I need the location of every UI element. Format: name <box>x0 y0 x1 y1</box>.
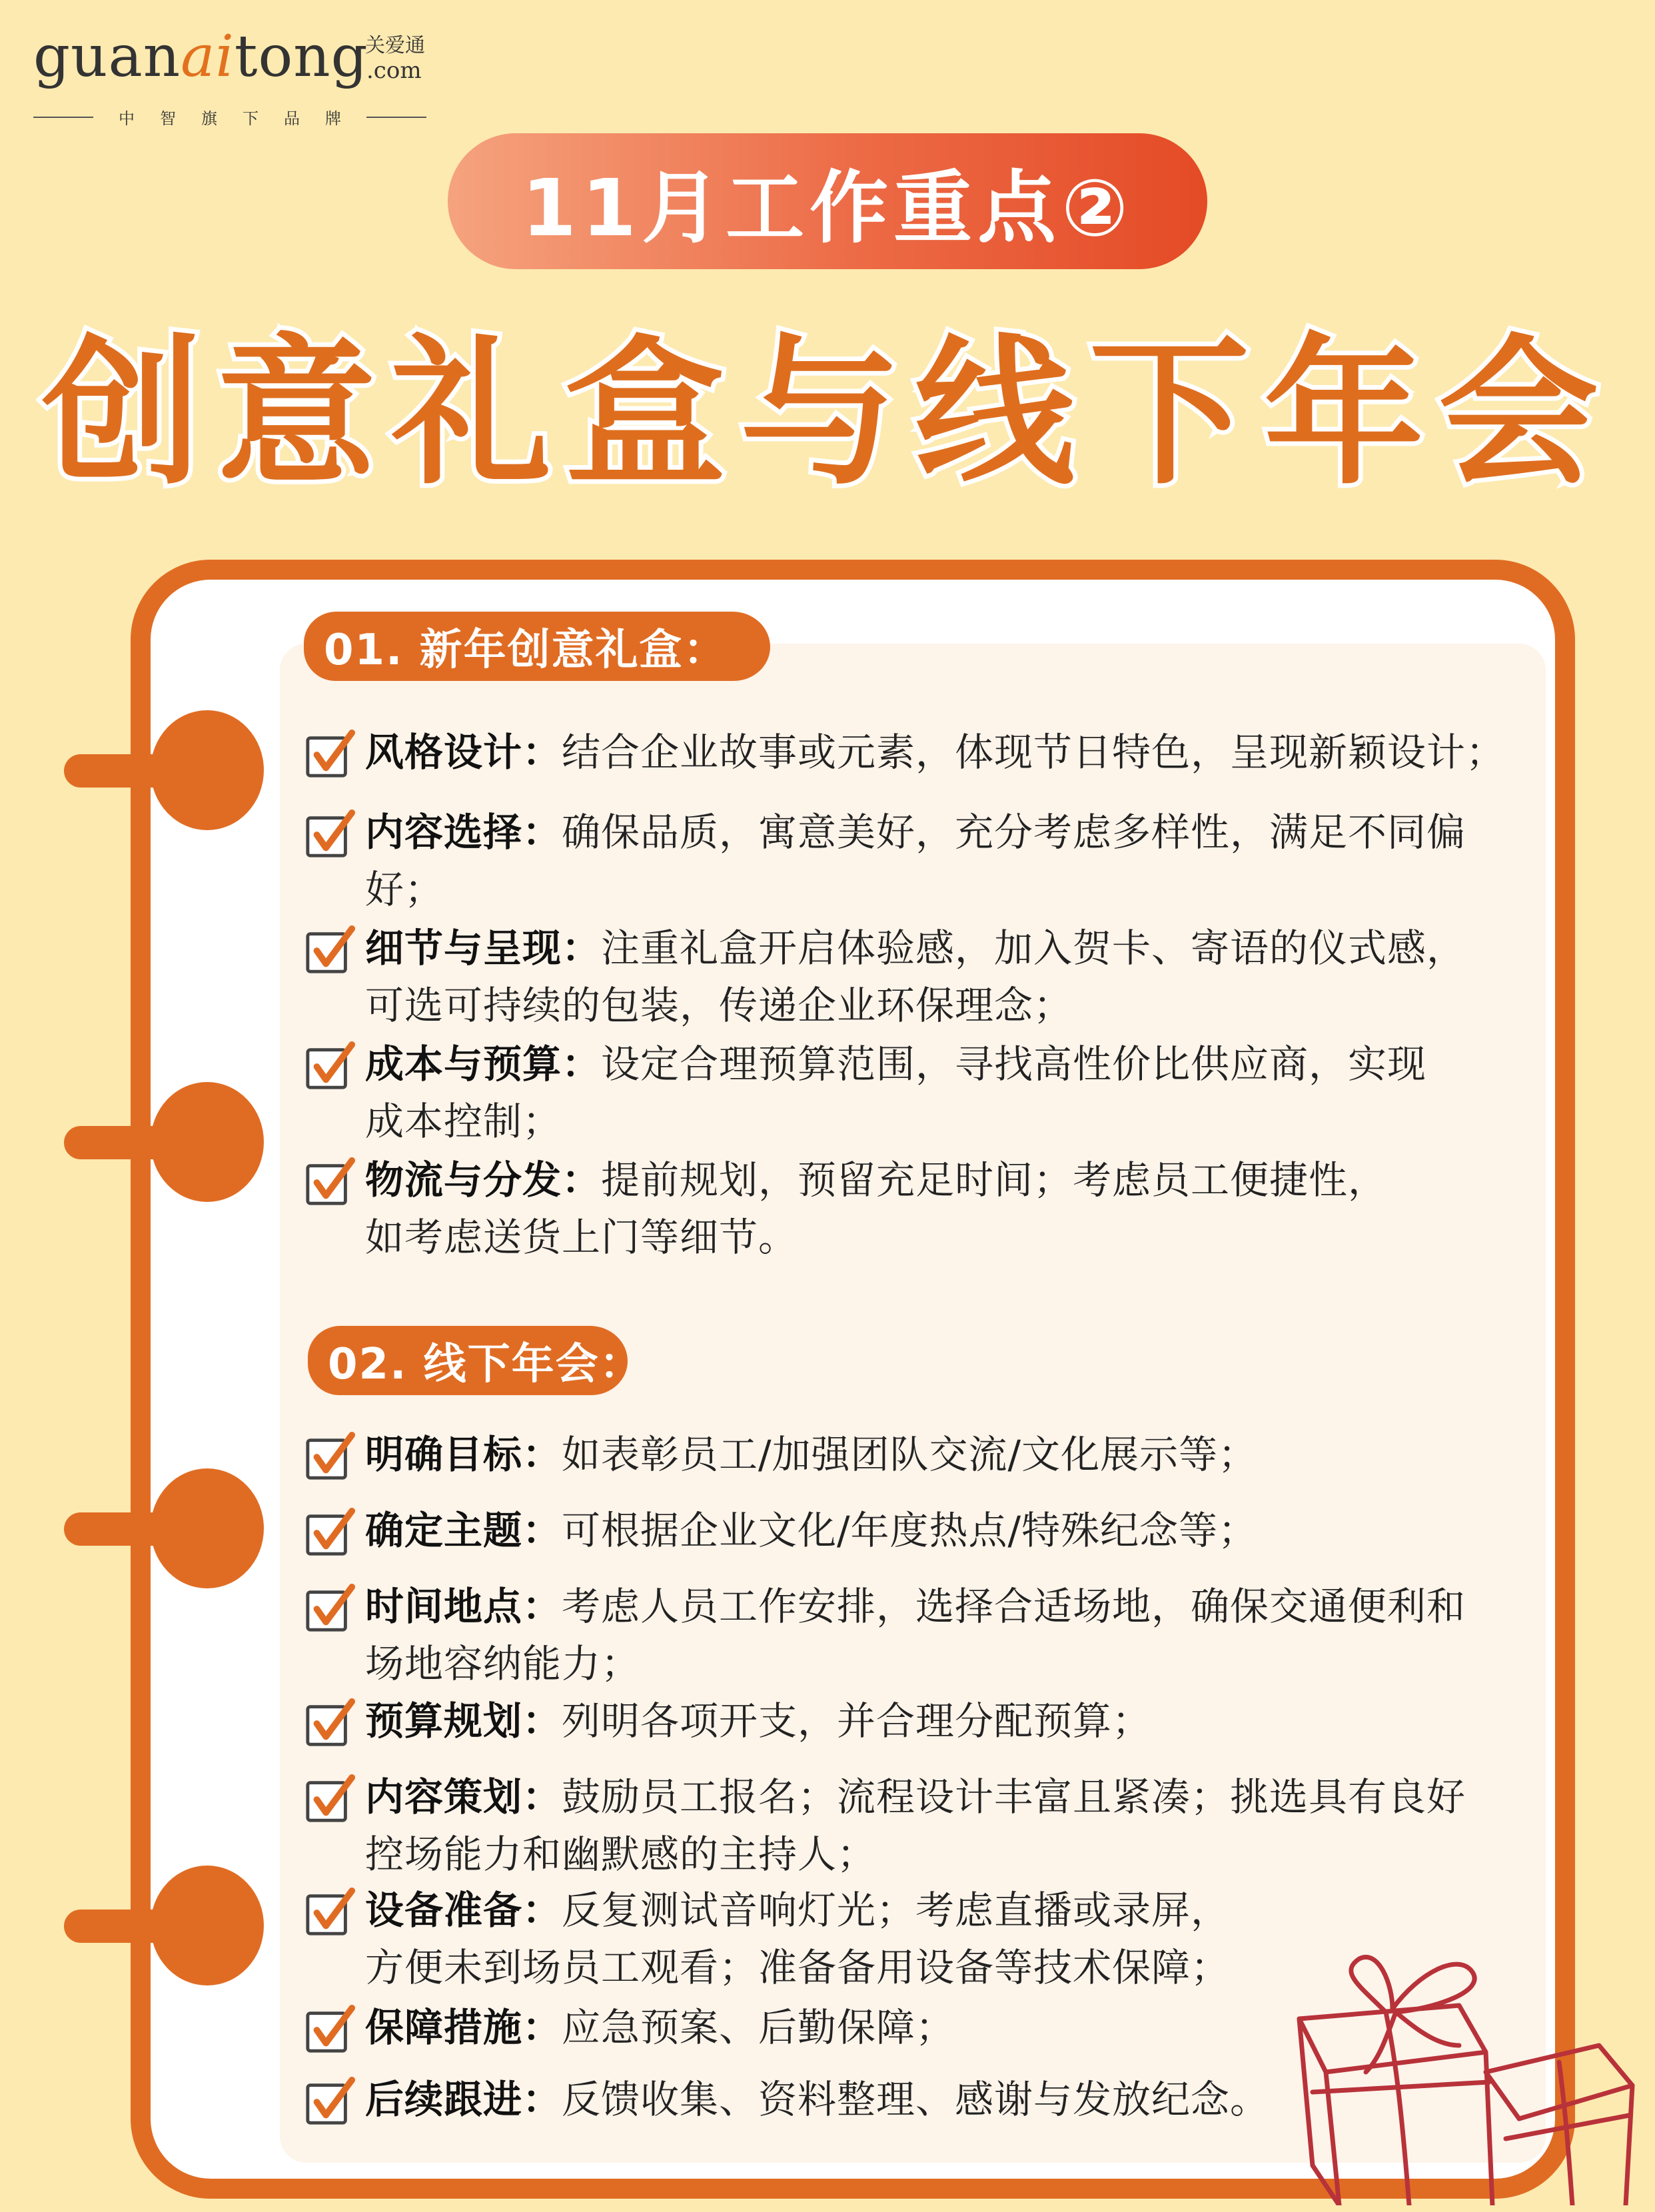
checklist-item-label: 内容选择： <box>365 810 562 855</box>
section-tag-text: 02. 线下年会： <box>328 1340 644 1389</box>
checklist-item-line: 提前规划，预留充足时间；考虑员工便捷性， <box>601 1157 1388 1203</box>
checklist-item-label: 确定主题： <box>365 1508 562 1553</box>
checklist-item-text <box>365 1151 1564 1266</box>
title-pill <box>448 133 1207 269</box>
checklist-item-line: 方便未到场员工观看；准备备用设备等技术保障； <box>365 1945 1231 1990</box>
logo-brand-line <box>33 105 426 129</box>
checklist-item-line: 注重礼盒开启体验感，加入贺卡、寄语的仪式感， <box>601 925 1466 971</box>
checklist-item-text <box>365 1502 1564 1559</box>
checklist-item-label: 保障措施： <box>365 2005 562 2050</box>
checkbox-checked-icon <box>304 1041 356 1093</box>
checklist-item-text <box>365 1426 1564 1483</box>
section-tag-text: 01. 新年创意礼盒： <box>324 626 728 675</box>
checklist-item-line: 列明各项开支，并合理分配预算； <box>562 1698 1152 1744</box>
checkbox-checked-icon <box>304 729 356 781</box>
page-headline: 创意礼盒与线下年会 <box>41 320 1613 506</box>
checklist-item-label: 细节与呈现： <box>365 925 602 971</box>
checkbox-checked-icon <box>304 2004 356 2056</box>
checklist-item-text <box>365 804 1564 918</box>
checkbox-checked-icon <box>304 1431 356 1483</box>
checkbox-checked-icon <box>304 1887 356 1939</box>
checklist-item-label: 内容策划： <box>365 1774 562 1820</box>
checklist-item-text <box>365 724 1564 781</box>
checkbox-checked-icon <box>304 1583 356 1635</box>
checklist-item-label: 后续跟进： <box>365 2077 562 2122</box>
checkbox-checked-icon <box>304 1157 356 1209</box>
section-tag-gift-box <box>304 612 770 681</box>
brand-logo <box>33 20 433 128</box>
checklist-item-line: 好； <box>365 867 444 912</box>
checklist-item-line: 设定合理预算范围，寻找高性价比供应商，实现 <box>601 1041 1427 1087</box>
gift-box-illustration <box>1286 1945 1646 2205</box>
checklist-item-line: 鼓励员工报名；流程设计丰富且紧凑；挑选具有良好 <box>562 1774 1466 1820</box>
checkbox-checked-icon <box>304 809 356 861</box>
checklist-item-label: 物流与分发： <box>365 1157 602 1203</box>
title-pill-text: 11月工作重点② <box>521 162 1134 254</box>
checkbox-checked-icon <box>304 1698 356 1750</box>
checklist-item-line: 如考虑送货上门等细节。 <box>365 1215 798 1260</box>
binder-ring <box>64 710 264 830</box>
checklist-item-line: 控场能力和幽默感的主持人； <box>365 1832 877 1877</box>
checklist-item-line: 成本控制； <box>365 1099 562 1144</box>
checklist-item-line: 反馈收集、资料整理、感谢与发放纪念。 <box>562 2077 1270 2122</box>
checklist-item-text <box>365 1578 1564 1692</box>
logo-wordmark: guanaitong <box>33 23 368 90</box>
logo-chinese-name: 关爱通 <box>365 34 425 57</box>
checklist-item-label: 设备准备： <box>365 1888 562 1933</box>
checklist-item-label: 成本与预算： <box>365 1041 602 1087</box>
checklist-item-line: 考虑人员工作安排，选择合适场地，确保交通便利和 <box>562 1584 1466 1629</box>
checklist-item-line: 反复测试音响灯光；考虑直播或录屏， <box>562 1888 1231 1933</box>
checklist-item-label: 预算规划： <box>365 1698 562 1744</box>
section-tag-annual-party <box>308 1326 644 1395</box>
checkbox-checked-icon <box>304 1774 356 1826</box>
checklist-item-line: 场地容纳能力； <box>365 1641 641 1686</box>
checklist-item-line: 可根据企业文化/年度热点/特殊纪念等； <box>562 1508 1258 1553</box>
binder-ring <box>64 1082 264 1202</box>
checkbox-checked-icon <box>304 2076 356 2128</box>
checklist-item-line: 结合企业故事或元素，体现节日特色，呈现新颖设计； <box>562 730 1506 775</box>
checklist-item-line: 如表彰员工/加强团队交流/文化展示等； <box>562 1432 1258 1477</box>
checklist-item-text <box>365 1768 1564 1883</box>
checklist-item-label: 风格设计： <box>365 730 562 775</box>
checkbox-checked-icon <box>304 1507 356 1559</box>
checklist-item-text <box>365 1035 1564 1150</box>
checklist-item-text <box>365 1692 1564 1750</box>
checklist-item-line: 应急预案、后勤保障； <box>562 2005 955 2050</box>
checklist-item-label: 时间地点： <box>365 1584 562 1629</box>
logo-domain: .com <box>366 57 422 84</box>
brand-line-text: 中智旗下品牌 <box>119 109 366 128</box>
checklist-item-line: 可选可持续的包装，传递企业环保理念； <box>365 983 1073 1028</box>
checkbox-checked-icon <box>304 925 356 977</box>
binder-ring <box>64 1468 264 1588</box>
checklist-item-line: 确保品质，寓意美好，充分考虑多样性，满足不同偏 <box>562 810 1466 855</box>
checklist-item-text <box>365 919 1564 1034</box>
checklist-item-label: 明确目标： <box>365 1432 562 1477</box>
binder-ring <box>64 1866 264 1985</box>
